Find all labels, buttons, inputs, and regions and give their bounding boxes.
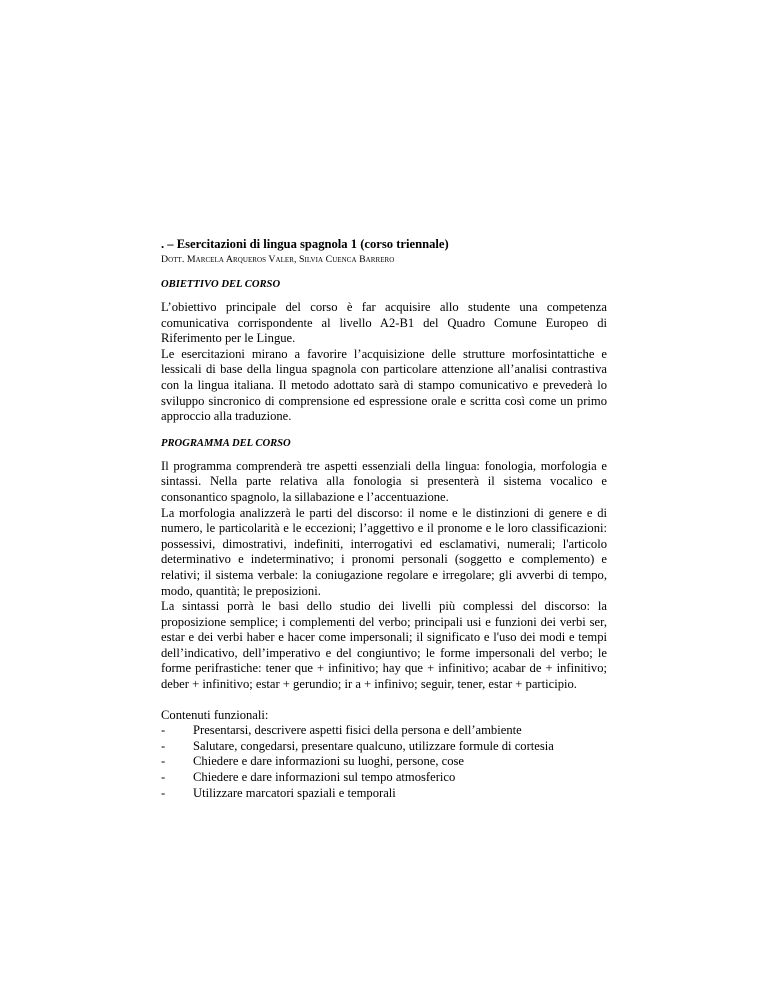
list-item [161,739,607,755]
list-item-text: Salutare, congedarsi, presentare qualcuno, utilizzare formule di cortesia [193,738,554,753]
section-heading-programma: PROGRAMMA DEL CORSO [161,437,291,449]
programma-paragraph: La morfologia analizzerà le parti del discorso: il nome e le distinzioni di genere e di numero, le particolarità e le eccezioni; l’aggettivo e il pronome e le loro classificazioni: possessivi, dimostrativi, indefiniti, interrogativi ed esclamativi, numerali; l'articolo determinativo e indeterminativo; i pronomi personali (soggetto e complemento) e relativi; il sistema verbale: la coniugazione regolare e irregolare; gli avverbi di tempo, modo, quantità; le preposizioni. [161,505,607,598]
obiettivo-paragraph: L’obiettivo principale del corso è far acquisire allo studente una competenza comunicativa corrispondente al livello A2-B1 del Quadro Comune Europeo di Riferimento per le Lingue. [161,300,607,346]
list-dash: - [161,785,166,800]
list-dash: - [161,754,166,769]
course-authors: Dott. Marcela Arqueros Valer, Silvia Cuenca Barrero [161,254,395,265]
obiettivo-body [161,300,607,425]
list-dash: - [161,770,166,785]
list-item [161,770,607,786]
list-item-text: Chiedere e dare informazioni sul tempo atmosferico [193,770,456,785]
list-item-text: Utilizzare marcatori spaziali e temporali [193,785,396,800]
programma-paragraph: La sintassi porrà le basi dello studio dei livelli più complessi del discorso: la proposizione semplice; i complementi del verbo; principali usi e funzioni dei verbi ser, estar e dei verbi haber e hacer come impersonali; il significato e l'uso dei modi e tempi dell’indicativo, dell’imperativo e del congiuntivo; le forme impersonali del verbo; le forme perifrastiche: tener que + infinitivo; hay que + infinitivo; acabar de + infinitivo; deber + infinitivo; estar + gerundio; ir a + infinivo; seguir, tener, estar + participio. [161,599,607,692]
list-dash: - [161,738,166,753]
list-item-text: Chiedere e dare informazioni su luoghi, persone, cose [193,754,465,769]
funzionali-label: Contenuti funzionali: [161,707,269,722]
list-item [161,754,607,770]
obiettivo-paragraph: Le esercitazioni mirano a favorire l’acquisizione delle strutture morfosintattiche e lessicali di base della lingua spagnola con particolare attenzione all’analisi contrastiva con la lingua italiana. Il metodo adottato sarà di stampo comunicativo e prevederà lo sviluppo sincronico di comprensione ed espressione orale e scritta così come un primo approccio alla traduzione. [161,346,607,424]
list-dash: - [161,723,166,738]
section-heading-obiettivo: OBIETTIVO DEL CORSO [161,279,281,290]
document-page [161,237,607,801]
list-item [161,723,607,739]
programma-paragraph: Il programma comprenderà tre aspetti essenziali della lingua: fonologia, morfologia e sintassi. Nella parte relativa alla fonologia si presenterà il sistema vocalico e consonantico spagnolo, la sillabazione e l’accentuazione. [161,458,607,504]
funzionali-list [161,723,607,801]
list-item [161,786,607,802]
course-title: . – Esercitazioni di lingua spagnola 1 (corso triennale) [161,237,449,251]
list-item-text: Presentarsi, descrivere aspetti fisici della persona e dell’ambiente [193,723,522,738]
programma-body [161,459,607,693]
